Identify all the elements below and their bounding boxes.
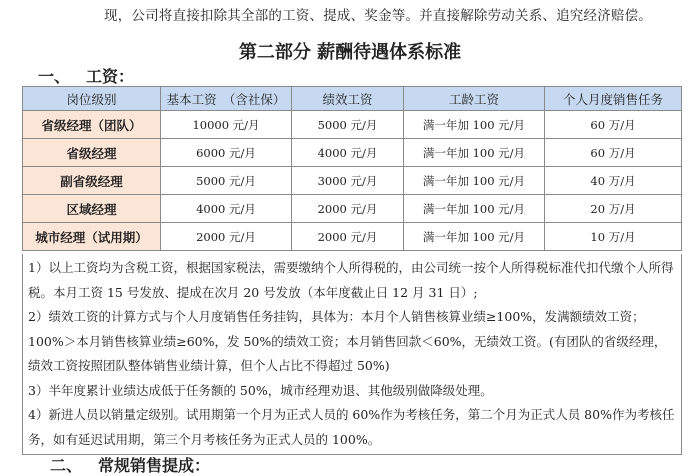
cell-base-salary: 6000 元/月 [161, 139, 292, 167]
cell-seniority-salary: 满一年加 100 元/月 [404, 139, 545, 167]
cell-performance-salary: 2000 元/月 [292, 223, 404, 251]
cell-base-salary: 5000 元/月 [161, 167, 292, 195]
cell-sales-target: 10 万/月 [545, 223, 682, 251]
header-position: 岗位级别 [23, 87, 161, 111]
table-row [23, 139, 682, 167]
cell-position: 省级经理（团队） [23, 111, 161, 139]
notes-box [22, 254, 682, 455]
section-title: 工资： [86, 67, 135, 86]
cell-position: 省级经理 [23, 139, 161, 167]
note-2: 2）绩效工资的计算方式与个人月度销售任务挂钩，具体为：本月个人销售核算业绩≥100%，发满额绩效工资；100%＞本月销售核算业绩≥60%，发 50%的绩效工资；本月销售回款＜60%，无绩效工资。(有团队的省级经理，绩效工资按照团队整体销售业绩计算，但个人占比不得超过 50%) [28, 309, 667, 373]
cell-position: 区域经理 [23, 195, 161, 223]
section-number: 一、 [38, 67, 71, 86]
table-row [23, 111, 682, 139]
table-row [23, 195, 682, 223]
header-performance-salary: 绩效工资 [292, 87, 404, 111]
note-1: 1）以上工资均为含税工资，根据国家税法，需要缴纳个人所得税的，由公司统一按个人所得税标准代扣代缴个人所得税。本月工资 15 号发放、提成在次月 20 号发放（本年度截止日 12 月 31 日）; [28, 260, 674, 300]
cell-position: 城市经理（试用期） [23, 223, 161, 251]
section-number: 二、 [50, 456, 83, 475]
header-sales-target: 个人月度销售任务 [545, 87, 682, 111]
cell-base-salary: 4000 元/月 [161, 195, 292, 223]
cell-base-salary: 10000 元/月 [161, 111, 292, 139]
cell-seniority-salary: 满一年加 100 元/月 [404, 111, 545, 139]
cell-sales-target: 60 万/月 [545, 111, 682, 139]
cell-performance-salary: 2000 元/月 [292, 195, 404, 223]
header-base-salary: 基本工资 （含社保） [161, 87, 292, 111]
cell-seniority-salary: 满一年加 100 元/月 [404, 195, 545, 223]
cell-position: 副省级经理 [23, 167, 161, 195]
table-row [23, 223, 682, 251]
part-title: 第二部分 薪酬待遇体系标准 [238, 42, 462, 63]
cell-performance-salary: 5000 元/月 [292, 111, 404, 139]
header-seniority-salary: 工龄工资 [404, 87, 545, 111]
cell-seniority-salary: 满一年加 100 元/月 [404, 167, 545, 195]
cell-sales-target: 60 万/月 [545, 139, 682, 167]
section-heading-salary [38, 64, 134, 87]
cell-performance-salary: 4000 元/月 [292, 139, 404, 167]
table-header-row [23, 87, 682, 111]
cell-performance-salary: 3000 元/月 [292, 167, 404, 195]
salary-table [22, 86, 682, 251]
note-4: 4）新进人员以销量定级别。试用期第一个月为正式人员的 60%作为考核任务，第二个月为正式人员 80%作为考核任务，如有延迟试用期，第三个月考核任务为正式人员的 100%。 [28, 407, 675, 447]
note-3: 3）半年度累计业绩达成低于任务额的 50%，城市经理劝退、其他级别做降级处理。 [28, 382, 493, 398]
table-row [23, 167, 682, 195]
cell-sales-target: 20 万/月 [545, 195, 682, 223]
cell-sales-target: 40 万/月 [545, 167, 682, 195]
intro-text: 现，公司将直接扣除其全部的工资、提成、奖金等。并直接解除劳动关系、追究经济赔偿。 [104, 8, 652, 24]
section-heading-commission [50, 453, 210, 476]
cell-seniority-salary: 满一年加 100 元/月 [404, 223, 545, 251]
section-title: 常规销售提成： [98, 456, 211, 475]
cell-base-salary: 2000 元/月 [161, 223, 292, 251]
